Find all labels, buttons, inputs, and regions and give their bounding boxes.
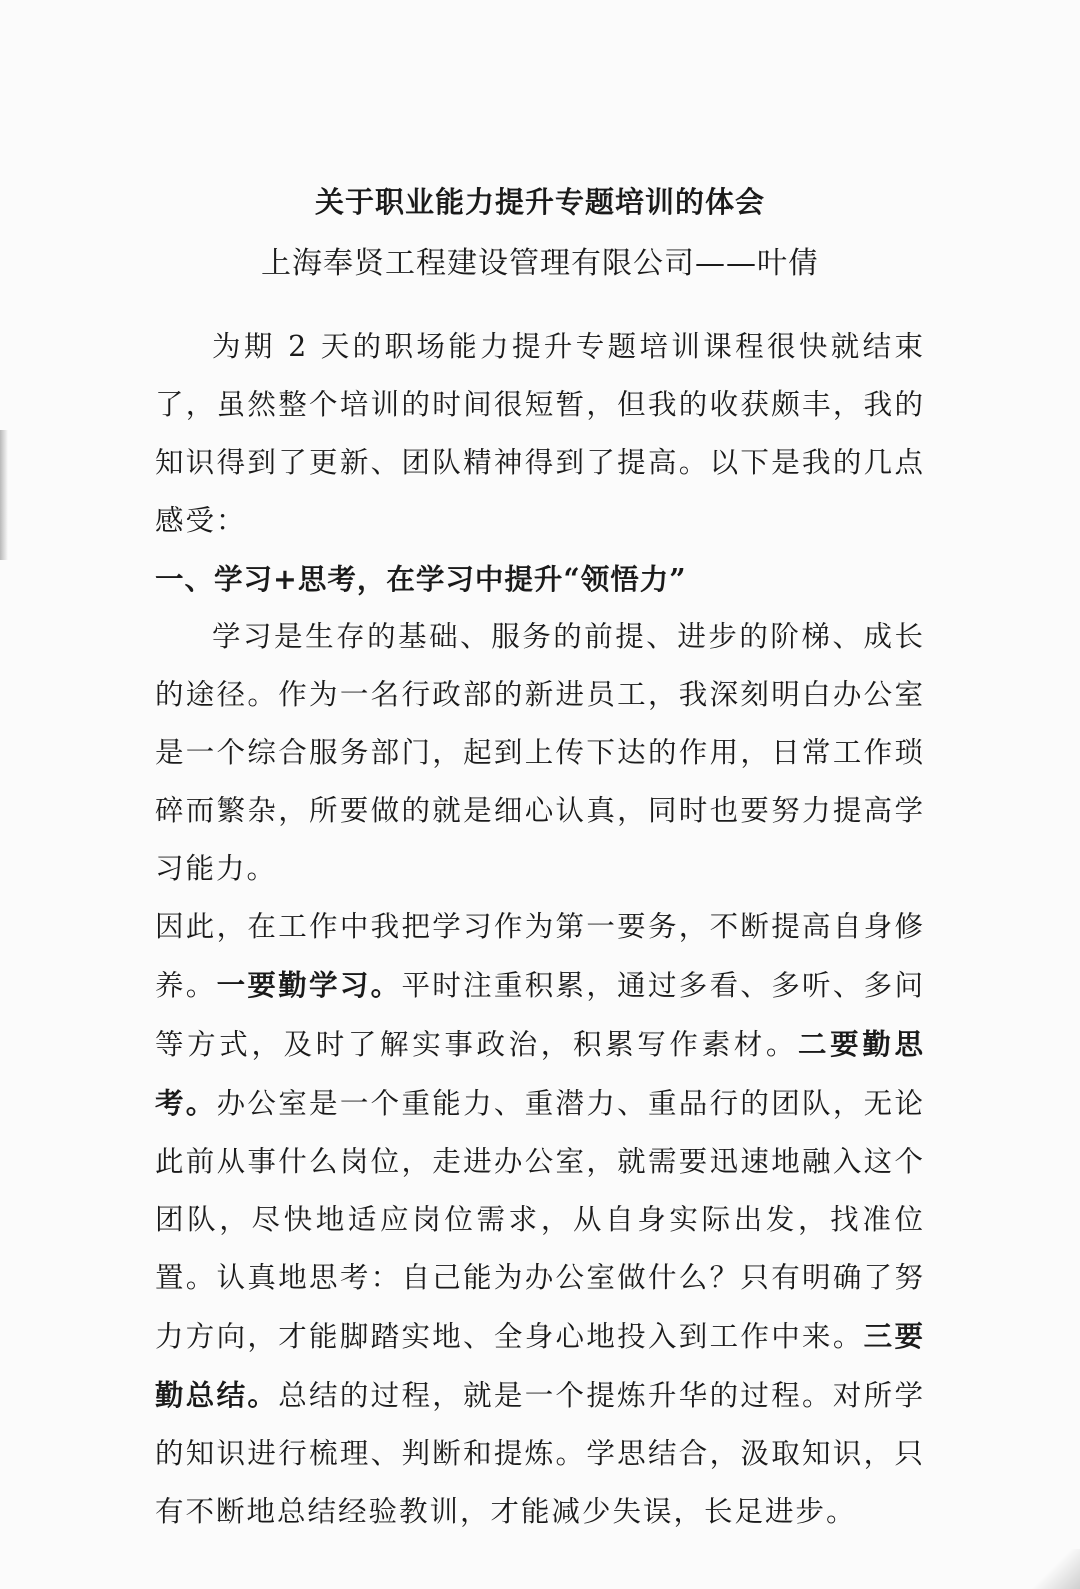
body-paragraph-1: 学习是生存的基础、服务的前提、进步的阶梯、成长的途径。作为一名行政部的新进员工，我深刻明白办公室是一个综合服务部门，起到上传下达的作用，日常工作琐碎而繁杂，所要做的就是细心认真，同时也要努力提高学习能力。 (155, 620, 925, 885)
point2-title: 二要勤思考。 (155, 1027, 925, 1120)
body-paragraph-2-text: 因此，在工作中我把学习作为第一要务，不断提高自身修养。 (155, 910, 925, 1002)
document-title: 关于职业能力提升专题培训的体会 (314, 185, 765, 219)
point2-text: 办公室是一个重能力、重潜力、重品行的团队，无论此前从事什么岗位，走进办公室，就需要迅速地融入这个团队，尽快地适应岗位需求，从自身实际出发，找准位置。认真地思考：自己能为办公室做什么？只有明确了努力方向，才能脚踏实地、全身心地投入到工作中来。 (155, 1087, 925, 1353)
section-heading: 一、学习+思考，在学习中提升“领悟力” (155, 562, 687, 596)
intro-paragraph: 为期 2 天的职场能力提升专题培训课程很快就结束了，虽然整个培训的时间很短暂，但我的收获颇丰，我的知识得到了更新、团队精神得到了提高。以下是我的几点感受： (155, 330, 925, 537)
point3-title: 三要勤总结。 (155, 1319, 925, 1412)
scan-shadow-left (0, 430, 8, 560)
point1-text: 平时注重积累，通过多看、多听、多问等方式，及时了解实事政治，积累写作素材。 (155, 969, 925, 1061)
body-paragraph-2 (155, 898, 925, 1541)
scan-shadow-corner (1010, 1549, 1080, 1589)
document-body (155, 318, 925, 1541)
point3-text: 总结的过程，就是一个提炼升华的过程。对所学的知识进行梳理、判断和提炼。学思结合，汲取知识，只有不断地总结经验教训，才能减少失误，长足进步。 (155, 1379, 925, 1528)
document-author: 上海奉贤工程建设管理有限公司——叶倩 (261, 246, 819, 281)
point1-title: 一要勤学习。 (216, 968, 402, 1002)
